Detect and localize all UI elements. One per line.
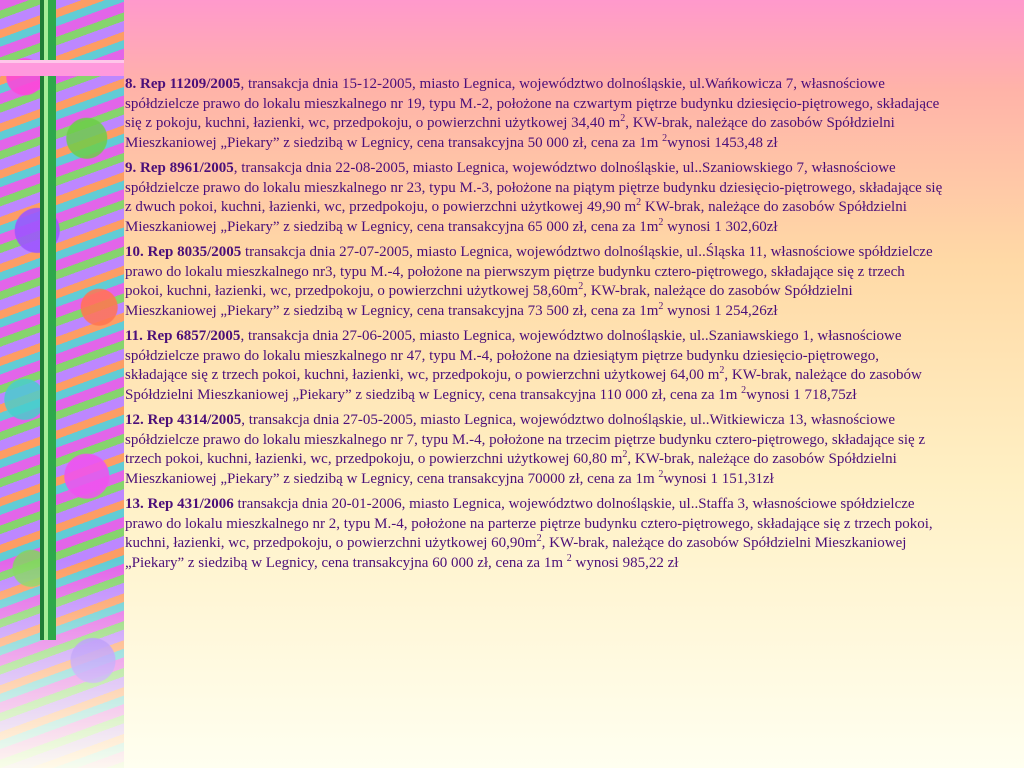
entry-text: , KW-brak, należące do zasobów Spółdzielni Mieszkaniowej „Piekary” z siedzibą w Legnicy, cena transakcyjna 73 500 zł, cena za 1m xyxy=(125,283,853,319)
superscript: 2 xyxy=(636,197,642,208)
superscript: 2 xyxy=(662,132,668,144)
entry-text: wynosi 1453,48 zł xyxy=(667,134,778,151)
transaction-entry-11 xyxy=(125,327,943,405)
superscript: 2 xyxy=(719,365,725,376)
superscript: 2 xyxy=(658,300,664,312)
superscript: 2 xyxy=(620,113,626,124)
entry-text: , transakcja dnia 22-08-2005, miasto Legnica, województwo dolnośląskie, ul..Szaniowskiego 7, własnościowe spółdzielcze prawo do lokalu mieszkalnego nr 23, typu M.-3, położone na piątym piętrze budynku dziesięcio-piętrowego, składające się z dwuch pokoi, kuchni, łazienki, wc, przedpokoju, o powierzchni użytkowej 49,90 m xyxy=(125,160,943,215)
entry-heading: 13. Rep 431/2006 xyxy=(125,496,234,512)
transaction-entry-13 xyxy=(125,495,943,573)
entry-text: wynosi 985,22 zł xyxy=(571,554,679,571)
entry-text: , KW-brak, należące do zasobów Spółdzielni Mieszkaniowej „Piekary” z siedzibą w Legnicy, cena transakcyjna 50 000 zł, cena za 1m xyxy=(125,115,895,151)
entry-text: transakcja dnia 27-07-2005, miasto Legnica, województwo dolnośląskie, ul..Śląska 11, własnościowe spółdzielcze prawo do lokalu mieszkalnego nr3, typu M.-4, położone na pierwszym piętrze budynku cztero-piętrowego, składające się z trzech pokoi, kuchni, łazienki, wc, przedpokoju, o powierzchni użytkowej 58,60m xyxy=(125,244,933,299)
decorative-fade xyxy=(0,560,124,768)
entry-heading: 11. Rep 6857/2005 xyxy=(125,328,241,344)
transaction-entry-8 xyxy=(125,75,943,153)
entry-text: wynosi 1 254,26zł xyxy=(663,302,778,319)
transaction-entry-10 xyxy=(125,243,943,321)
entry-heading: 10. Rep 8035/2005 xyxy=(125,244,242,260)
superscript: 2 xyxy=(536,533,542,544)
entry-text: , KW-brak, należące do zasobów Spółdzielni Mieszkaniowej „Piekary” z siedzibą w Legnicy, cena transakcyjna 110 000 zł, cena za 1m xyxy=(125,367,922,403)
entry-text: wynosi 1 151,31zł xyxy=(663,470,774,487)
entry-heading: 12. Rep 4314/2005 xyxy=(125,412,242,428)
transaction-entry-12 xyxy=(125,411,943,489)
superscript: 2 xyxy=(658,468,664,480)
transaction-entry-9 xyxy=(125,159,943,237)
superscript: 2 xyxy=(622,449,628,460)
superscript: 2 xyxy=(578,281,584,292)
entry-text: , KW-brak, należące do zasobów Spółdzielni Mieszkaniowej „Piekary” z siedzibą w Legnicy, cena transakcyjna 70000 zł, cena za 1m xyxy=(125,451,897,487)
entry-text: , KW-brak, należące do zasobów Spółdzielni Mieszkaniowej „Piekary” z siedzibą w Legnicy, cena transakcyjna 60 000 zł, cena za 1m xyxy=(125,535,907,571)
transaction-list xyxy=(125,75,943,579)
superscript: 2 xyxy=(658,216,664,228)
entry-heading: 8. Rep 11209/2005 xyxy=(125,76,241,92)
superscript: 2 xyxy=(566,552,572,564)
entry-heading: 9. Rep 8961/2005 xyxy=(125,160,234,176)
entry-text: wynosi 1 718,75zł xyxy=(746,386,857,403)
decorative-pink-bar-highlight xyxy=(0,60,124,63)
entry-text: transakcja dnia 20-01-2006, miasto Legnica, województwo dolnośląskie, ul..Staffa 3, własnościowe spółdzielcze prawo do lokalu mieszkalnego nr 2, typu M.-4, położone na parterze piętrze budynku cztero-piętrowego, składające się z trzech pokoi, kuchni, łazienki, wc, przedpokoju, o powierzchni użytkowej 60,90m xyxy=(125,496,933,551)
entry-text: , transakcja dnia 15-12-2005, miasto Legnica, województwo dolnośląskie, ul.Wańkowicza 7, własnościowe spółdzielcze prawo do lokalu mieszkalnego nr 19, typu M.-2, położone na czwartym piętrze budynku dziesięcio-piętrowego, składające się z pokoju, kuchni, łazienki, wc, przedpokoju, o powierzchni użytkowej 34,40 m xyxy=(125,76,940,131)
entry-text: , transakcja dnia 27-05-2005, miasto Legnica, województwo dolnośląskie, ul..Witkiewicza 13, własnościowe spółdzielcze prawo do lokalu mieszkalnego nr 7, typu M.-4, położone na trzecim piętrze budynku cztero-piętrowego, składające się z trzech pokoi, kuchni, łazienki, wc, przedpokoju, o powierzchni użytkowej 60,80 m xyxy=(125,412,926,467)
entry-text: , transakcja dnia 27-06-2005, miasto Legnica, województwo dolnośląskie, ul..Szaniawskiego 1, własnościowe spółdzielcze prawo do lokalu mieszkalnego nr 47, typu M.-4, położone na dziesiątym piętrze budynku dziesięcio-piętrowego, składające się z trzech pokoi, kuchni, łazienki, wc, przedpokoju, o powierzchni użytkowej 64,00 m xyxy=(125,328,902,383)
decorative-green-bar-highlight xyxy=(44,0,48,640)
entry-text: wynosi 1 302,60zł xyxy=(663,218,778,235)
entry-text: KW-brak, należące do zasobów Spółdzielni Mieszkaniowej „Piekary” z siedzibą w Legnicy, cena transakcyjna 65 000 zł, cena za 1m xyxy=(125,199,907,235)
superscript: 2 xyxy=(741,384,747,396)
